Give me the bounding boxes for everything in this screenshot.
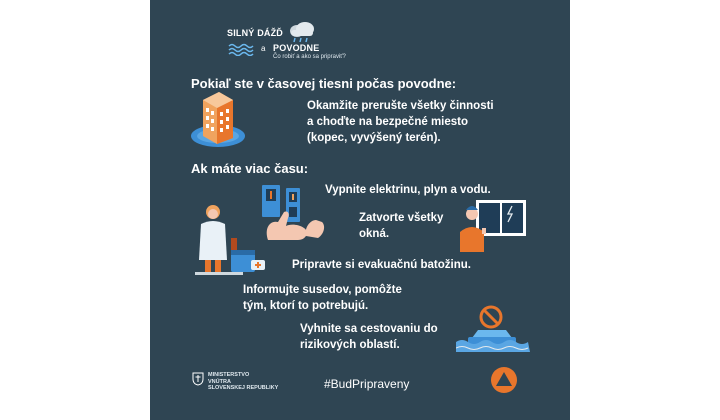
section1-line-3: (kopec, vyvýšený terén). [307, 132, 441, 144]
tip-electricity: Vypnite elektrinu, plyn a vodu. [325, 184, 491, 196]
ministry-line-2: VNÚTRA [208, 378, 231, 385]
section1-line-1: Okamžite prerušte všetky činnosti [307, 100, 494, 112]
infographic-panel [150, 0, 570, 420]
tip-windows-line-1: Zatvorte všetky [359, 212, 444, 224]
tip-travel-line-1: Vyhnite sa cestovaniu do [300, 323, 438, 335]
tip-neighbors-line-2: tým, ktorí to potrebujú. [243, 300, 369, 312]
header-title-line2: POVODNE [273, 43, 320, 53]
hashtag: #BudPripraveny [324, 377, 410, 391]
ministry-name [208, 372, 278, 392]
building-icon [187, 86, 249, 150]
window-storm-icon [458, 198, 528, 254]
woman-icon [187, 198, 273, 278]
tip-neighbors-line-1: Informujte susedov, pomôžte [243, 284, 402, 296]
tip-windows-line-2: okná. [359, 228, 390, 240]
cloud-rain-icon [286, 20, 318, 44]
section2-heading: Ak máte viac času: [191, 161, 309, 176]
tip-backpack: Pripravte si evakuačnú batožinu. [292, 259, 471, 271]
tip-travel-line-2: rizikových oblastí. [300, 339, 400, 351]
ministry-line-1: MINISTERSTVO [208, 372, 250, 378]
flooded-car-icon [456, 326, 530, 352]
header-title-line1: SILNÝ DÁŽĎ [227, 28, 283, 38]
waves-icon [228, 42, 254, 56]
ministry-line-3: SLOVENSKEJ REPUBLIKY [208, 385, 279, 391]
header-connector: a [261, 44, 266, 53]
section1-line-2: a choďte na bezpečné miesto [307, 116, 469, 128]
civil-protection-icon [490, 366, 518, 394]
section1-heading: Pokiaľ ste v časovej tiesni počas povodne: [191, 76, 457, 91]
coat-of-arms-icon [192, 372, 204, 386]
header-subtitle: Čo robiť a ako sa pripraviť? [273, 54, 346, 60]
